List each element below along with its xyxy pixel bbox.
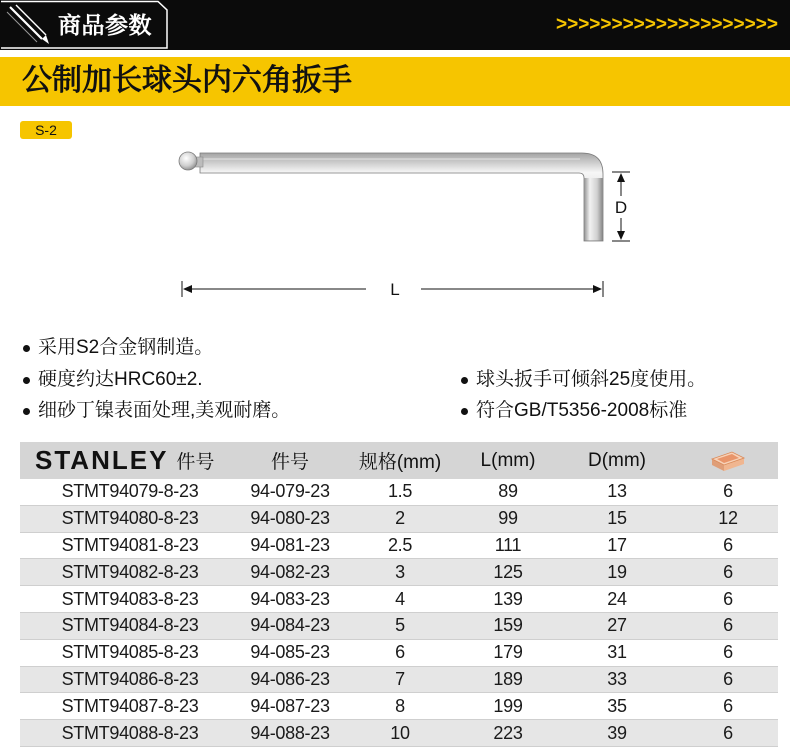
feature-item [461,368,706,392]
part-number: 94-081-23 [250,534,330,555]
d-mm: 27 [607,615,627,636]
feature-text: 球头扳手可倾斜25度使用。 [476,369,707,390]
stanley-logo: STANLEY [35,445,169,475]
pack-quantity: 6 [723,481,733,502]
feature-text: 细砂丁镍表面处理,美观耐磨。 [38,400,291,421]
product-title: 公制加长球头内六角扳手 [22,64,352,97]
feature-text: 符合GB/T5356-2008标准 [476,400,688,421]
size-mm: 4 [395,588,405,609]
part-number: 94-080-23 [250,508,330,529]
bullet-icon [23,408,30,415]
pack-quantity: 6 [723,722,733,743]
size-mm: 2.5 [387,534,413,555]
table-row [20,693,778,720]
package-tray-icon [711,449,745,473]
feature-item [461,399,687,423]
part-number: 94-088-23 [250,722,330,743]
bullet-icon [23,377,30,384]
pack-quantity: 6 [723,534,733,555]
material-badge: S-2 [20,121,72,139]
arrow-right-icon [593,285,602,293]
pack-quantity: 6 [723,561,733,582]
table-row [20,586,778,613]
length-mm: 179 [493,642,523,663]
part-number: 94-087-23 [250,695,330,716]
table-header [20,442,778,479]
size-mm: 8 [395,695,405,716]
length-mm: 199 [493,695,523,716]
table-row [20,559,778,586]
part-number: 94-082-23 [250,561,330,582]
d-mm: 35 [607,695,627,716]
pack-quantity: 6 [723,695,733,716]
table-row [20,720,778,747]
dimension-l [182,280,603,299]
table-row [20,667,778,694]
header-part-number: 件号 [270,452,309,473]
d-mm: 17 [607,534,627,555]
stanley-part-number: STMT94086-8-23 [61,668,199,689]
d-mm: 33 [607,668,627,689]
dimension-l-label: L [390,280,400,299]
size-mm: 2 [395,508,405,529]
d-mm: 13 [607,481,627,502]
size-mm: 10 [390,722,410,743]
length-mm: 111 [494,534,522,555]
arrow-down-icon [617,231,625,240]
d-mm: 31 [607,642,627,663]
pack-quantity: 6 [723,588,733,609]
table-row [20,479,778,506]
stanley-part-number: STMT94085-8-23 [61,642,199,663]
spec-table [20,442,778,747]
feature-item [23,368,203,392]
hex-key-diagram [0,0,790,320]
stanley-part-number: STMT94084-8-23 [61,615,199,636]
size-mm: 7 [395,668,405,689]
length-mm: 189 [493,668,523,689]
length-mm: 89 [498,481,518,502]
hex-key-body [200,153,603,241]
pack-quantity: 6 [723,615,733,636]
chevron-decoration: >>>>>>>>>>>>>>>>>>>> [556,14,778,35]
length-mm: 223 [493,722,523,743]
feature-text: 硬度约达HRC60±2. [38,369,203,390]
d-mm: 15 [607,508,627,529]
stanley-part-number: STMT94083-8-23 [61,588,199,609]
d-mm: 39 [607,722,627,743]
size-mm: 5 [395,615,405,636]
header-d: D(mm) [587,449,647,471]
arrow-left-icon [183,285,192,293]
pack-quantity: 6 [723,642,733,663]
feature-item [23,336,213,360]
length-mm: 139 [493,588,523,609]
stanley-part-number: STMT94087-8-23 [61,695,199,716]
pack-quantity: 12 [718,508,738,529]
header-size: 规格(mm) [358,452,442,473]
size-mm: 1.5 [387,481,413,502]
header-pack-quantity [678,442,778,479]
dimension-d [612,172,630,241]
brand-header-cell [35,442,214,479]
feature-item [23,399,290,423]
part-number: 94-079-23 [250,481,330,502]
d-mm: 24 [607,588,627,609]
part-number: 94-086-23 [250,668,330,689]
table-row [20,640,778,667]
table-row [20,533,778,560]
length-mm: 125 [493,561,523,582]
section-title: 商品参数 [58,12,152,38]
table-row [20,613,778,640]
bullet-icon [461,377,468,384]
stanley-part-number: STMT94082-8-23 [61,561,199,582]
length-mm: 159 [493,615,523,636]
part-number: 94-085-23 [250,642,330,663]
d-mm: 19 [607,561,627,582]
size-mm: 6 [395,642,405,663]
stanley-part-number: STMT94080-8-23 [61,508,199,529]
dimension-d-label: D [614,198,628,217]
size-mm: 3 [395,561,405,582]
bullet-icon [23,345,30,352]
hex-key-illustration [179,152,603,241]
stanley-part-number: STMT94081-8-23 [61,534,199,555]
feature-text: 采用S2合金钢制造。 [38,337,214,358]
arrow-up-icon [617,173,625,182]
part-number: 94-084-23 [250,615,330,636]
stanley-part-number: STMT94088-8-23 [61,722,199,743]
part-number: 94-083-23 [250,588,330,609]
table-row [20,506,778,533]
stanley-part-number: STMT94079-8-23 [61,481,199,502]
ball-end [179,152,197,170]
header-brand-part-number: 件号 [176,452,215,473]
hex-key-short-leg [585,178,603,241]
bullet-icon [461,408,468,415]
length-mm: 99 [498,508,518,529]
header-length: L(mm) [480,449,536,471]
pack-quantity: 6 [723,668,733,689]
